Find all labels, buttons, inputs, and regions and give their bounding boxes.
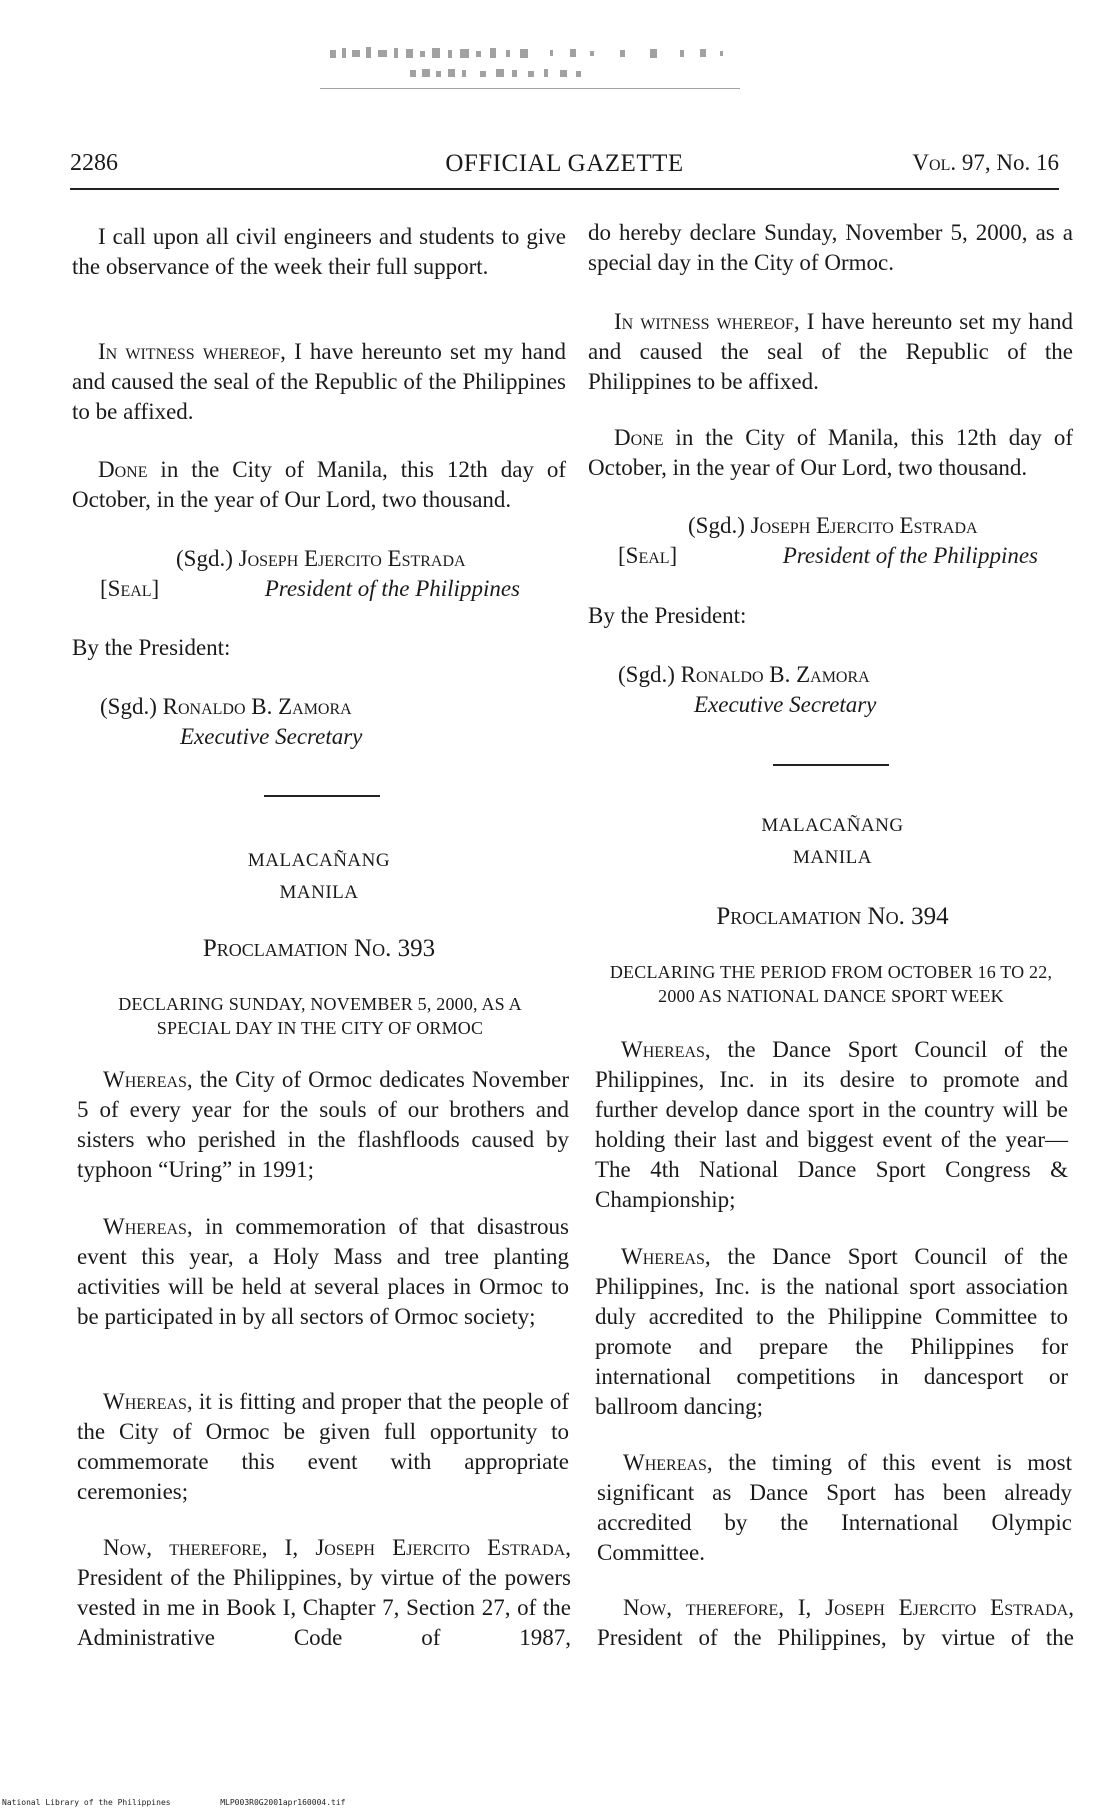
sec-sgd-mark: (Sgd.) (618, 662, 681, 687)
office-name: MALACAÑANG (247, 850, 391, 871)
section-divider (773, 764, 889, 766)
whereas-lead: Whereas, (621, 1037, 711, 1062)
office-name: MALACAÑANG (761, 815, 904, 836)
whereas-lead: Whereas, (623, 1450, 713, 1475)
page-header (70, 150, 1059, 190)
left-done (72, 455, 566, 515)
left-caption (90, 992, 550, 1040)
secretary-name: Ronaldo B. Zamora (680, 662, 870, 687)
sgd-mark: (Sgd.) (176, 546, 239, 571)
witness-paragraph (588, 307, 1073, 397)
whereas-text: the timing of this event is most significant as Dance Sport has been already accredited by the International Olympic Committee. (597, 1450, 1072, 1565)
whereas-paragraph (595, 1242, 1068, 1422)
seal-mark: [Seal] (100, 576, 160, 601)
left-intro (72, 222, 566, 282)
witness-paragraph (72, 337, 566, 427)
secretary-line (618, 660, 1018, 690)
now-therefore-lead: Now, therefore, I, Joseph Ejercito Estrada, (623, 1595, 1074, 1620)
signature-line (100, 544, 530, 574)
witness-lead: In witness whereof, (98, 339, 286, 364)
right-whereas-1 (595, 1035, 1068, 1215)
whereas-lead: Whereas, (621, 1244, 711, 1269)
right-by-president (588, 601, 1073, 631)
office-city: MANILA (793, 847, 872, 868)
whereas-paragraph (77, 1212, 569, 1332)
intro-paragraph: do hereby declare Sunday, November 5, 2000, as a special day in the City of Ormoc. (588, 220, 1073, 275)
done-paragraph (72, 455, 566, 515)
now-therefore-paragraph (597, 1593, 1074, 1653)
whereas-text: in commemoration of that disastrous event this year, a Holy Mass and tree planting activities will be held at several places in Ormoc to be participated in by all sectors of Ormoc society; (77, 1214, 569, 1329)
secretary-line (100, 692, 500, 722)
right-proclamation (590, 902, 1075, 932)
library-stamp-icon (320, 40, 780, 100)
now-therefore-paragraph (77, 1533, 571, 1653)
proclamation-caption: DECLARING SUNDAY, NOVEMBER 5, 2000, AS A SPECIAL DAY IN THE CITY OF ORMOC (118, 994, 522, 1038)
whereas-paragraph (77, 1387, 569, 1507)
witness-text: I have hereunto set my hand and caused the seal of the Republic of the Philippines to be affixed. (588, 309, 1073, 394)
right-caption (600, 960, 1062, 1008)
left-by-president (72, 633, 566, 663)
signature-line (618, 511, 1038, 541)
office-city: MANILA (279, 882, 359, 903)
now-therefore-text: President of the Philippines, by virtue of the (597, 1625, 1074, 1650)
left-whereas-1 (77, 1065, 569, 1185)
signer-name: Joseph Ejercito Estrada (238, 546, 466, 571)
whereas-paragraph (597, 1448, 1072, 1568)
volume-prefix: Vol. (912, 150, 957, 175)
whereas-text: the Dance Sport Council of the Philippines, Inc. is the national sport association duly accredited to the Philippine Committee to promote and prepare the Philippines for international competitions in dancesport or ballroom dancing; (595, 1244, 1068, 1419)
right-intro (588, 218, 1073, 278)
whereas-lead: Whereas, (103, 1389, 193, 1414)
right-signature-block (618, 511, 1038, 571)
secretary-name: Ronaldo B. Zamora (162, 694, 352, 719)
sec-sgd-mark: (Sgd.) (100, 694, 163, 719)
right-office-block (590, 810, 1075, 874)
left-office-block (72, 845, 566, 909)
done-lead: Done (98, 457, 148, 482)
whereas-text: the City of Ormoc dedicates November 5 of every year for the souls of our brothers and sisters who perished in the flashfloods caused by typhoon “Uring” in 1991; (77, 1067, 569, 1182)
right-now-therefore (597, 1593, 1074, 1653)
signer-title: President of the Philippines (264, 576, 520, 601)
proclamation-number: Proclamation No. 393 (202, 935, 436, 962)
signer-title: President of the Philippines (782, 543, 1038, 568)
whereas-text: the Dance Sport Council of the Philippines, Inc. in its desire to promote and further develop dance sport in the country will be holding their last and biggest event of the year—The 4th National Dance Sport Congress & Championship; (595, 1037, 1068, 1212)
right-whereas-2 (595, 1242, 1068, 1422)
left-whereas-2 (77, 1212, 569, 1332)
signer-name: Joseph Ejercito Estrada (750, 513, 978, 538)
sgd-mark: (Sgd.) (688, 513, 751, 538)
section-divider (264, 795, 380, 797)
right-witness (588, 307, 1073, 397)
right-done (588, 423, 1073, 483)
right-whereas-3 (597, 1448, 1072, 1568)
secretary-title: Executive Secretary (694, 692, 877, 717)
done-lead: Done (614, 425, 664, 450)
whereas-text: it is fitting and proper that the people of the City of Ormoc be given full opportunity to commemorate this event with appropriate ceremonies; (77, 1389, 569, 1504)
done-text: in the City of Manila, this 12th day of October, in the year of Our Lord, two thousand. (588, 425, 1073, 480)
done-paragraph (588, 423, 1073, 483)
seal-line (100, 574, 530, 604)
now-therefore-lead: Now, therefore, I, Joseph Ejercito Estrada, (103, 1535, 571, 1560)
witness-lead: In witness whereof, (614, 309, 800, 334)
intro-paragraph: I call upon all civil engineers and students to give the observance of the week their full support. (72, 224, 566, 279)
whereas-lead: Whereas, (103, 1067, 193, 1092)
left-whereas-3 (77, 1387, 569, 1507)
whereas-paragraph (595, 1035, 1068, 1215)
library-credit: National Library of the Philippines (2, 1798, 171, 1807)
volume-number: 97, No. 16 (956, 150, 1059, 175)
by-president-label: By the President: (72, 635, 231, 660)
left-proclamation (72, 934, 566, 964)
left-now-therefore (77, 1533, 571, 1653)
page-number: 2286 (70, 150, 118, 176)
left-secretary-block (100, 692, 500, 752)
proclamation-number: Proclamation No. 394 (716, 903, 949, 930)
whereas-lead: Whereas, (103, 1214, 193, 1239)
left-witness (72, 337, 566, 427)
scan-footer (2, 1798, 345, 1807)
now-therefore-text: President of the Philippines, by virtue of the powers vested in me in Book I, Chapter 7, Section 27, of the Administrative Code of 1987, (77, 1565, 571, 1650)
scan-filename: MLP003R0G2001apr160004.tif (220, 1798, 346, 1807)
witness-text: I have hereunto set my hand and caused the seal of the Republic of the Philippines to be affixed. (72, 339, 566, 424)
proclamation-caption: DECLARING THE PERIOD FROM OCTOBER 16 TO 22, 2000 AS NATIONAL DANCE SPORT WEEK (609, 962, 1053, 1006)
left-signature-block (100, 544, 530, 604)
by-president-label: By the President: (588, 603, 747, 628)
publication-title: OFFICIAL GAZETTE (445, 150, 684, 177)
right-secretary-block (618, 660, 1018, 720)
volume-issue (912, 150, 1059, 176)
secretary-title: Executive Secretary (180, 724, 363, 749)
done-text: in the City of Manila, this 12th day of October, in the year of Our Lord, two thousand. (72, 457, 566, 512)
seal-mark: [Seal] (618, 543, 678, 568)
whereas-paragraph (77, 1065, 569, 1185)
seal-line (618, 541, 1038, 571)
